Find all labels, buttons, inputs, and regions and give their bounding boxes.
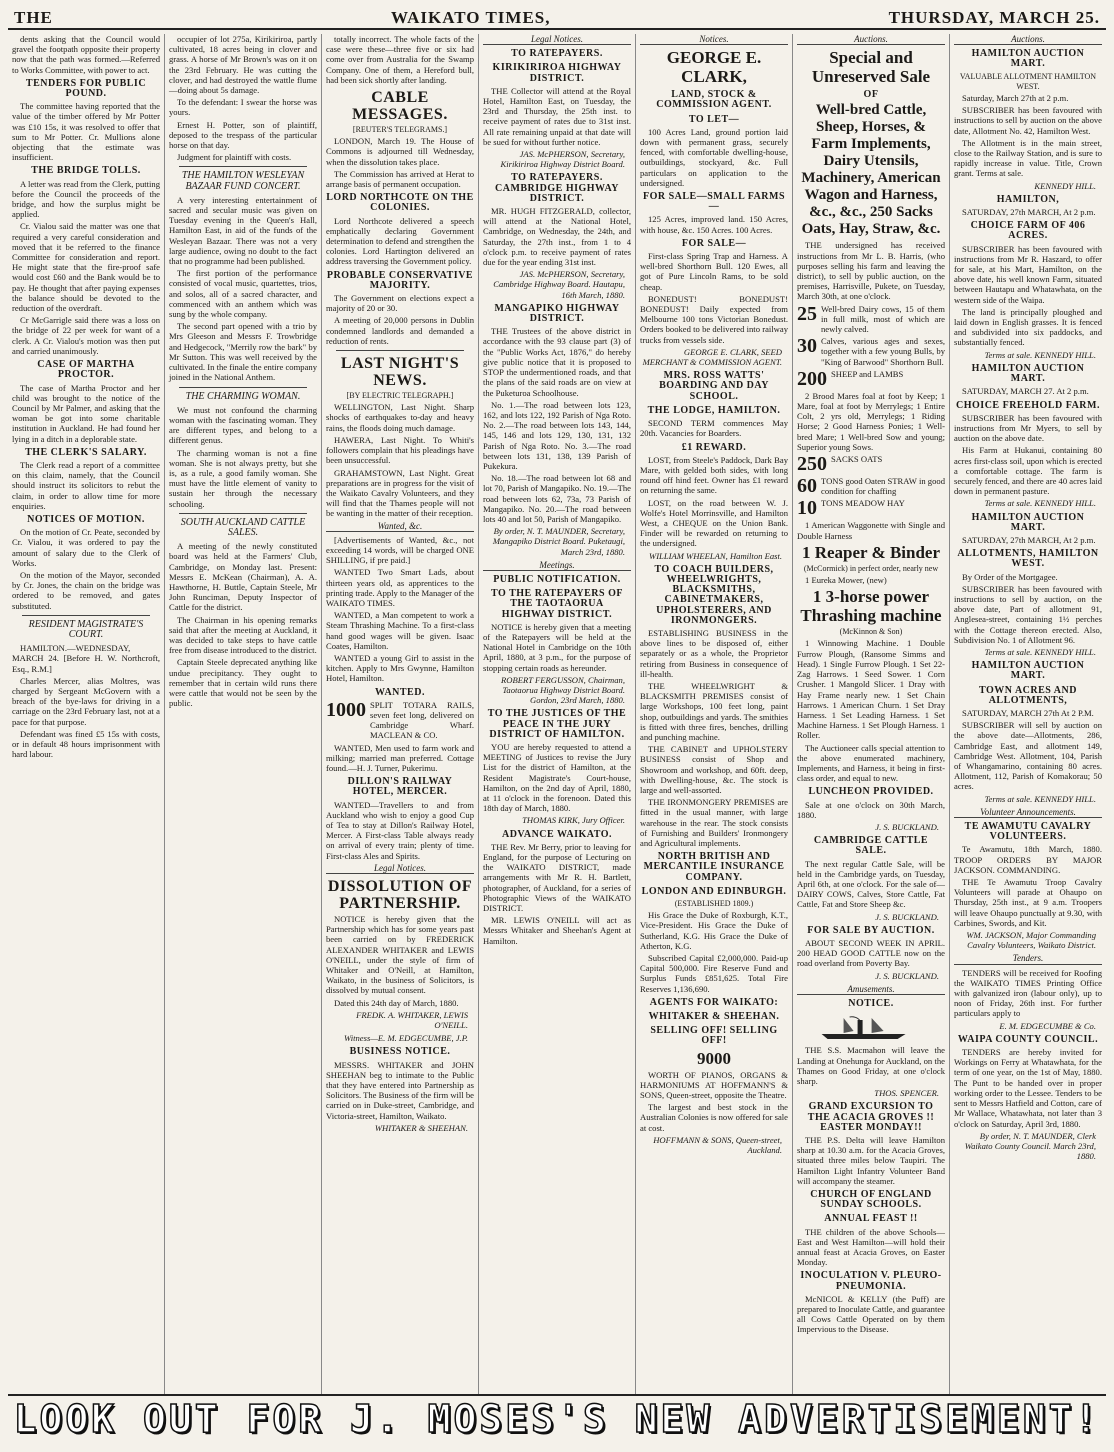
paragraph: THE Trustees of the above district in accordance with the 93 clause part (3) of the "Public Works Act, 1876," do hereby give public notice that it is proposed to STOP the undermentioned roads, and that the plans of the said roads are on view at the Puketuroa Schoolhouse. (483, 326, 631, 398)
paragraph: Dated this 24th day of March, 1880. (334, 997, 459, 1008)
section-title: Auctions. (954, 34, 1102, 45)
ad-headline: 1 3-horse power Thrashing machine (800, 587, 942, 626)
lot-text: Calves, various ages and sexes, together with a few young Bulls, by "King of Barwood" Shorthorn Bull. (821, 336, 945, 367)
heading: DILLON'S RAILWAY HOTEL, MERCER. (347, 776, 453, 798)
big-number: 9000 (697, 1048, 731, 1068)
ad-headline: 1 Reaper & Binder (801, 542, 941, 562)
heading: TE AWAMUTU CAVALRY VOLUNTEERS. (964, 821, 1092, 843)
signature: JAS. McPHERSON, Secretary, Kirikiriroa Highway District Board. (500, 149, 625, 170)
paragraph: The land is principally ploughed and laid down in English grasses. It is fenced and subdivided into six paddocks, and substantially fenced. (954, 306, 1102, 348)
paragraph: MR. LEWIS O'NEILL will act as Messrs Whitaker and Sheehan's Agent at Hamilton. (483, 915, 631, 946)
section-title: Notices. (640, 34, 788, 45)
signature: J. S. BUCKLAND. (875, 911, 939, 922)
subheading: (McCormick) in perfect order, nearly new (803, 563, 939, 573)
paragraph: HAWERA, Last Night. To Whiti's followers complain that his pleadings have been unsuccessful. (326, 434, 474, 466)
heading: FOR SALE BY AUCTION. (807, 924, 935, 936)
heading: THE CLERK'S SALARY. (25, 446, 147, 458)
ad-number: 1000 (326, 698, 366, 721)
divider (179, 513, 307, 514)
heading: THE LODGE, HAMILTON. (647, 404, 781, 416)
heading: MRS. ROSS WATTS' BOARDING AND DAY SCHOOL. (659, 370, 769, 402)
lot-number: 200 (797, 367, 827, 390)
paragraph: 2 Brood Mares foal at foot by Keep; 1 Mare, foal at foot by Merrylegs; 1 Entire Colt, 2 yrs old, Merrylegs; 1 Riding Horse; 2 Good Harness Ponies; 1 Well-bred Mare; 1 Well-bred Sow and young; Superior young Sows. (797, 390, 945, 452)
heading: HAMILTON AUCTION MART. (971, 48, 1085, 70)
subheading: VALUABLE ALLOTMENT HAMILTON WEST. (959, 71, 1097, 91)
signature: KENNEDY HILL. (1034, 180, 1096, 191)
paragraph: 1 Eureka Mower, (new) (805, 575, 887, 586)
paragraph: The Chairman in his opening remarks said that after the meeting at Auckland, it was decided to take steps to have cattle free from disease introduced to the district. (169, 614, 317, 656)
paragraph: THE children of the above Schools—East and West Hamilton—will hold their annual feast at Acacia Groves, on Easter Monday. (797, 1226, 945, 1268)
heading: WANTED. (375, 686, 425, 698)
divider (336, 350, 464, 351)
paragraph: HAMILTON.—WEDNESDAY, MARCH 24. [Before H. W. Northcroft, Esq., R.M.] (12, 643, 160, 674)
paragraph: ABOUT SECOND WEEK IN APRIL. 200 HEAD GOOD CATTLE now on the road overland from Poverty Bay. (797, 937, 945, 969)
heading: FOR SALE—SMALL FARMS— (642, 191, 786, 213)
paragraph: To the defendant: I swear the horse was yours. (169, 97, 317, 118)
signature: Terms at sale. KENNEDY HILL. (984, 793, 1096, 804)
section-title: RESIDENT MAGISTRATE'S COURT. (28, 618, 144, 640)
paragraph: 100 Acres Land, ground portion laid down with permanent grass, securely fenced, with comfortable dwelling-house, outbuildings, stockyard, &c. Full particulars on application to the undersigned. (640, 126, 788, 188)
paragraph: Saturday, March 27th at 2 p.m. (962, 93, 1069, 104)
paragraph: LOST, on the road between W. J. Wolfe's Hotel Morrinsville, and Hamilton West, a CHEQUE on the Union Bank. Finder will be rewarded on returning to the undersigned. (640, 497, 788, 549)
heading: TO RATEPAYERS. CAMBRIDGE HIGHWAY DISTRICT. (495, 172, 619, 204)
paragraph: By Order of the Mortgagee. (962, 571, 1058, 582)
heading: ANNUAL FEAST !! (824, 1213, 918, 1225)
paragraph: A meeting of the newly constituted board was held at the Farmers' Club, Cambridge, on Monday last. Present: Messrs E. McKean (Chairman), A. A. Hawthorne, H. Buttle, Captain Steele, Mr John Runciman, Deputy Inspector of Cattle for the district. (169, 541, 317, 613)
heading: TO THE JUSTICES OF THE PEACE IN THE JURY DISTRICT OF HAMILTON. (487, 708, 627, 740)
paragraph: LONDON, March 19. The House of Commons is adjourned till Wednesday, when the dissolution takes place. (326, 136, 474, 167)
paragraph: THE WHEELWRIGHT & BLACKSMITH PREMISES consist of large Workshops, 100 feet long, paint shop, outbuildings and yards. The smithies is fitted with three fires, benches, drilling and punching machine. (640, 680, 788, 742)
heading: INOCULATION V. PLEURO-PNEUMONIA. (800, 1270, 942, 1292)
heading: £1 REWARD. (681, 441, 747, 453)
paragraph: SATURDAY, MARCH 27. At 2 p.m. (962, 386, 1089, 397)
lot-text: SACKS OATS (831, 454, 883, 465)
column-3 (322, 34, 479, 1394)
paragraph: 125 Acres, improved land. 150 Acres, with house, &c. 150 Acres. 100 Acres. (640, 214, 788, 235)
paragraph: The next regular Cattle Sale, will be held in the Cambridge yards, on Tuesday, April 6th, at one o'clock. For the sale of—DAIRY COWS, Calves, Store Cattle, Fat Cattle, Fat and Store Sheep &c. (797, 858, 945, 910)
paragraph: The first portion of the performance consisted of vocal music, quartettes, trios, and solos, all of a sacred character, and commenced with an anthem which was sung by the whole company. (169, 268, 317, 320)
paragraph: SUBSCRIBER has been favoured with instructions to sell by auction, on the above date, Part of allotment 91, Anglesea-street, containing 1½ perches with the Cottage thereon erected. Also, Subdivision No. 1 of Allotment 96. (954, 583, 1102, 645)
paragraph: MR. HUGH FITZGERALD, collector, will attend at the National Hotel, Cambridge, on Wednesday, the 24th, and Saturday, the 27th inst., from 1 to 4 o'clock p.m. to receive payment of rates due for the year ending 31st inst. (483, 206, 631, 268)
paragraph: NOTICE is hereby given that the Partnership which has for some years past been carried on by FREDERICK ALEXANDER WHITAKER and LEWIS O'NEILL, under the style of firm of Whitaker and O'Neill, at Hamilton, Waikato, in the business of Solicitors, is dissolved by mutual consent. (326, 914, 474, 996)
paragraph: The Clerk read a report of a committee on this claim, namely, that the Council should instruct its solicitors to rebut the claim, in order to allow time for more enquiries. (12, 459, 160, 511)
column-5 (636, 34, 793, 1394)
paragraph: Subscribed Capital £2,000,000. Paid-up Capital 500,000. Fire Reserve Fund and Surplus Funds £851,625. Total Fire Reserves 1,136,690. (640, 953, 788, 994)
lot-number: 250 (797, 453, 827, 476)
paragraph: ESTABLISHING BUSINESS in the above lines to be disposed of, either separately or as a whole, the Proprietor retiring from Business in consequence of ill-health. (640, 627, 788, 679)
paragraph: Lord Northcote delivered a speech emphatically declaring Government determination to defend and strengthen the colonies. Lord Hartington delivered an address traversing the Government policy. (326, 215, 474, 267)
paragraph: THE Collector will attend at the Royal Hotel, Hamilton East, on Tuesday, the 23rd and Thursday, the 25th inst. to receive payment of rates due to 31st inst. All rate remaining unpaid at that date will be sued for without further notice. (483, 85, 631, 147)
ad-text: SPLIT TOTARA RAILS, seven feet long, delivered on Cambridge Wharf. MACLEAN & CO. (370, 699, 474, 741)
signature: WM. JACKSON, Major Commanding Cavalry Volunteers, Waikato District. (966, 930, 1096, 951)
signature: J. S. BUCKLAND. (875, 821, 939, 832)
paragraph: The case of Martha Proctor and her child was brought to the notice of the Council by Mr Palmer, and asking that the woman be got into some charitable institution in Auckland. He had found her lying in a ditch in a deplorable state. (12, 382, 160, 444)
lot-number: 30 (797, 335, 817, 358)
heading: CASE OF MARTHA PROCTOR. (37, 359, 135, 381)
masthead-title: WAIKATO TIMES, (391, 8, 551, 27)
signature: THOMAS KIRK, Jury Officer. (522, 815, 625, 826)
lot-text: TONS MEADOW HAY (821, 498, 905, 509)
paragraph: NOTICE is hereby given that a meeting of the Ratepayers will be held at the National Hotel in Cambridge on the 10th April, 1880, at 3 p.m., for the purpose of stopping certain roads as hereunder. (483, 621, 631, 673)
divider (179, 166, 307, 167)
paragraph: The second part opened with a trio by Mrs Gleeson and Messrs F. Trowbridge and Hedgecock, "Merrily row the bark" by Mr Sutton. This was well received by the cultivated. In the finale the entire company joined in the National Anthem. (169, 321, 317, 383)
paragraph: MESSRS. WHITAKER and JOHN SHEEHAN beg to intimate to the Public that they have entered into Partnership as Solicitors. The Business of the firm will be carried on in Duke-street, Cambridge, and Victoria-street, Hamilton, Waikato. (326, 1059, 474, 1121)
paragraph: On the motion of Cr. Peate, seconded by Cr. Vialou, it was ordered to pay the amount of salary due to the Clerk of Works. (12, 527, 160, 568)
signature: E. M. EDGECUMBE & Co. (999, 1020, 1096, 1031)
heading: CHURCH OF ENGLAND SUNDAY SCHOOLS. (810, 1189, 932, 1211)
masthead (8, 4, 1106, 30)
section-title: Legal Notices. (326, 863, 474, 874)
section-title: Tenders. (954, 953, 1102, 964)
heading: HAMILTON AUCTION MART. (971, 660, 1085, 682)
lot-text: SHEEP and LAMBS (831, 368, 904, 379)
section-title: Auctions. (797, 34, 945, 45)
paragraph: Captain Steele deprecated anything like undue precipitancy. They ought to remember that in certain wild runs there were cattle that would not be seen by the public. (169, 657, 317, 709)
paragraph: THE CABINET and UPHOLSTERY BUSINESS consist of Shop and Showroom and workshop, and 60ft. deep, with Dwelling-house, &c. The stock is large and well-assorted. (640, 744, 788, 795)
columns (8, 34, 1106, 1394)
paragraph: 1 Winnowing Machine. 1 Double Furrow Plough, (Ransome Simms and Head). 1 Single Furrow Plough. 1 Set 22-Zag Harrows. 1 Seed Sower. 1 Corn Crusher. 1 Mangold Slicer. 1 Dray with Hay Frame nearly new. 1 Set Chain Harrows. 1 American Churn. 1 Set Dray Harness. 1 Set Leading Harness. 1 Set Machine Harness. 1 Set Plough Harness. 1 Roller. (797, 638, 945, 741)
heading: WAIPA COUNTY COUNCIL. (957, 1033, 1099, 1045)
paragraph: THE Rev. Mr Berry, prior to leaving for England, for the purpose of Lecturing on the WAIKATO DISTRICT, made arrangements with Mr R. H. Bartlett, photographer, of Auckland, for a series of Photographic Views of the WAIKATO DISTRICT. (483, 841, 631, 914)
heading: TOWN ACRES AND ALLOTMENTS, (979, 684, 1077, 706)
heading: AGENTS FOR WAIKATO: (649, 996, 779, 1008)
paragraph: THE undersigned has received instructions from Mr L. B. Harris, (who purposes selling his farm and leaving the district), to sell by public auction, on the premises, Harrisville, Pukete, on Tuesday, March 30th, at one o'clock. (797, 240, 945, 302)
signature: THOS. SPENCER. (874, 1088, 939, 1099)
paragraph: THE Te Awamutu Troop Cavalry Volunteers will parade at Ohaupo on Thursday, 25th inst., at 9 a.m. Troopers will leave Ohaupo punctually at 9.30, with Carbines, Swords, and Kit. (954, 877, 1102, 928)
paragraph: Ernest H. Potter, son of plaintiff, deposed to the trespass of the particular horse on that day. (169, 119, 317, 151)
lot-line (797, 476, 945, 496)
signature: J. S. BUCKLAND. (875, 970, 939, 981)
heading: CAMBRIDGE CATTLE SALE. (813, 835, 929, 857)
paragraph: YOU are hereby requested to attend a MEETING of Justices to revise the Jury List for the district of Hamilton, at the Resident Magistrate's Court-house, Hamilton, on the 2nd day of April, 1880, at 11 o'clock in the forenoon. Dated this 18th day of March, 1880. (483, 742, 631, 814)
subheading: (ESTABLISHED 1809.) (674, 899, 754, 909)
paragraph: Judgment for plaintiff with costs. (177, 152, 292, 163)
classified-ad: WANTED a young Girl to assist in the kitchen. Apply to Mrs Gwynne, Hamilton Hotel, Hamilton. (326, 652, 474, 684)
paragraph: Cr McGarrigle said there was a loss on the bridge of 22 per week for want of a clerk. A Cr. Vialou's motion was then put and carried unanimously. (12, 315, 160, 356)
lot-text: Well-bred Dairy cows, 15 of them in full milk, most of which are newly calved. (821, 303, 945, 335)
signature: Terms at sale. KENNEDY HILL. (984, 646, 1096, 657)
paragraph: THE S.S. Macmahon will leave the Landing at Onehunga for Auckland, on the Thames on Good Friday, at one o'clock sharp. (797, 1045, 945, 1086)
section-title: THE HAMILTON WESLEYAN BAZAAR FUND CONCERT. (181, 170, 305, 192)
section-title: Wanted, &c. (326, 521, 474, 532)
paragraph: His Grace the Duke of Roxburgh, K.T., Vice-President. His Grace the Duke of Sutherland, K.G. His Grace the Duke of Atherton, K.G. (640, 910, 788, 951)
lot-line (797, 498, 945, 518)
lot-number: 25 (797, 302, 817, 325)
paragraph: The Auctioneer calls special attention to the above enumerated machinery, Implements, and Harness, it being in first-class order, and equal to new. (797, 742, 945, 784)
section-title: Legal Notices. (483, 34, 631, 45)
paragraph: The Allotment is in the main street, close to the Railway Station, and is sure to rapidly increase in value. Title, Crown grant. Terms at sale. (954, 137, 1102, 179)
paragraph: totally incorrect. The whole facts of the case were these—three five or six had come over from Australia for the Swamp Company. One of them, a Hereford bull, had been sick shortly after landing. (326, 34, 474, 85)
signature: Terms at sale. KENNEDY HILL. (984, 498, 1096, 509)
signature: Witness—E. M. EDGECUMBE, J.P. (344, 1033, 468, 1044)
divider (22, 615, 150, 616)
paragraph: No. 18.—The road between lot 68 and lot 70, Parish of Mangapiko. No. 19.—The road between lots 62, 73a, 73 Parish of Mangapiko. No. 20.—The road between lots 40 and lot 50, Parish of Mangapiko. (483, 473, 631, 524)
heading: DISSOLUTION OF PARTNERSHIP. (327, 878, 473, 913)
signature: ROBERT FERGUSSON, Chairman, Taotaorua Highway District Board. Gordon, 23rd March, 1880. (501, 674, 625, 706)
heading: NORTH BRITISH AND MERCANTILE INSURANCE COMPANY. (643, 851, 785, 883)
lot-line (797, 454, 945, 474)
section-title: SOUTH AUCKLAND CATTLE SALES. (180, 516, 306, 538)
footer-banner (8, 1394, 1106, 1442)
divider (179, 387, 307, 388)
paragraph: GRAHAMSTOWN, Last Night. Great preparations are in progress for the visit of the Waikato Cavalry Volunteers, and they will find that the Thames people will not be wanting in the matter of their reception. (326, 467, 474, 519)
paragraph: Te Awamutu, 18th March, 1880. TROOP ORDERS BY MAJOR JACKSON. COMMANDING. (954, 844, 1102, 875)
column-1 (8, 34, 165, 1394)
signature: By order, N. T. MAUNDER, Secretary, Mangapiko District Board. Puketaugi, March 23rd, 1880. (492, 526, 625, 557)
lot-number: 10 (797, 497, 817, 520)
heading: LONDON AND EDINBURGH. (641, 885, 787, 897)
heading: ALLOTMENTS, HAMILTON WEST. (957, 548, 1099, 570)
newspaper-page (8, 4, 1106, 1448)
paragraph: SUBSCRIBER has been favoured with instructions from Mr Myers, to sell by auction on the above date. (954, 412, 1102, 444)
signature: WILLIAM WHEELAN, Hamilton East. (649, 550, 782, 561)
paragraph: Charles Mercer, alias Moltres, was charged by Sergeant McGovern with a breach of the bye-laws for driving in a carriage on the 23rd February last, not at a pace for that purpose. (12, 675, 160, 727)
heading: NOTICES OF MOTION. (27, 513, 145, 525)
heading: OF (863, 89, 879, 101)
paragraph: We must not confound the charming woman with the fascinating woman. They are different types, and belong to a different genus. (169, 404, 317, 446)
lot-line (797, 369, 945, 389)
paragraph: Cr. Vialou said the matter was one that required a very careful consideration and moved that it be referred to the finance Committee for consideration and report. He might state that the fire-proof safe would cost £60 and the Bank would be to pay. He thought that after paying expenses the balance should be devoted to the reduction of the overdraft. (12, 221, 160, 314)
ad-headline: Well-bred Cattle, Sheep, Horses, & Farm Implements, Dairy Utensils, Machinery, American Wagon and Harness, &c., &c., 250 Sacks Oats, Hay, Straw, &c. (801, 102, 941, 238)
heading: PROBABLE CONSERVATIVE MAJORITY. (326, 269, 474, 291)
paragraph: On the motion of the Mayor, seconded by Cr. Jones, the chain on the bridge was ordered to be removed, and gates substituted. (12, 569, 160, 611)
paragraph: [Advertisements of Wanted, &c., not exceeding 14 words, will be charged ONE SHILLING, if pre paid.] (326, 534, 474, 566)
masthead-left: THE (14, 8, 53, 27)
heading: CHOICE FARM OF 406 ACRES. (970, 220, 1086, 242)
paragraph: A very interesting entertainment of sacred and secular music was given on Tuesday evening in the Queen's Hall, Hamilton East, in aid of the funds of the Wesleyan Bazaar. There was not a very large audience, owing no doubt to the fact that no programme had been published. (169, 194, 317, 267)
paragraph: No. 1.—The road between lots 123, 162, and lots 122, 192 Parish of Nga Roto. No. 2.—The road between lots 143, 144, 145, 146 and lots 129, 130, 131, 132 Parish of Nga Roto. No. 3.—The road between lots 131, 138, 139 Parish of Pukekura. (483, 399, 631, 471)
paragraph: occupier of lot 275a, Kirikiriroa, partly cultivated, 18 acres being in clover and grass. A horse of Mr Brown's was on it on the 23rd February. He was cutting the clover, and had destroyed the wattle flume—doing about 5s damage. (169, 34, 317, 96)
paragraph: The largest and best stock in the Australian Colonies is now offered for sale at cost. (640, 1102, 788, 1133)
heading: TENDERS FOR PUBLIC POUND. (25, 77, 147, 100)
signature: GEORGE E. CLARK, SEED MERCHANT & COMMISSION AGENT. (642, 346, 782, 368)
paragraph: 1 American Waggonette with Single and Double Harness (797, 520, 945, 541)
heading: THE BRIDGE TOLLS. (31, 165, 141, 177)
paragraph: SUBSCRIBER has been favoured with instructions to sell by auction on the above date, Allotment No. 42, Hamilton West. (954, 105, 1102, 136)
paragraph: First-class Spring Trap and Harness. A well-bred Shorthorn Bull. 120 Ewes, all got of Pure Lincoln Rams, to be sold cheap. (640, 251, 788, 292)
signature: JAS. McPHERSON, Secretary, Cambridge Highway Board. Hautapu, 16th March, 1880. (493, 269, 625, 300)
heading: MANGAPIKO HIGHWAY DISTRICT. (494, 302, 620, 325)
paragraph: His Farm at Hukanui, containing 80 acres first-class soil, upon which is erected a comfortable cottage. The farm is securely fenced, and there are 40 acres laid down in permanent pasture. (954, 445, 1102, 497)
heading: SELLING OFF! SELLING OFF! (650, 1025, 778, 1047)
signature: By order, N. T. MAUNDER, Clerk Waikato County Council. March 23rd, 1880. (964, 1130, 1096, 1162)
heading: CABLE MESSAGES. (352, 89, 448, 124)
heading: LAND, STOCK & COMMISSION AGENT. (656, 89, 772, 111)
paragraph: Defendant was fined £5 15s with costs, or in default 48 hours imprisonment with hard labour. (12, 728, 160, 760)
classified-ad: WANTED Two Smart Lads, about thirteen years old, as apprentices to the printing trade. Apply to the Manager of the WAIKATO TIMES. (326, 567, 474, 608)
paragraph: WELLINGTON, Last Night. Sharp shocks of earthquakes to-day and heavy rains, the floods doing much damage. (326, 402, 474, 433)
paragraph: SATURDAY, MARCH 27th At 2 P.M. (962, 707, 1094, 718)
heading: ADVANCE WAIKATO. (501, 828, 613, 840)
classified-ad: WANTED, Men used to farm work and milking; married man preferred. Cottage found.—H. J. Turner, Pukerimu. (326, 742, 474, 773)
paragraph: The Commission has arrived at Herat to arrange basis of permanent occupation. (326, 168, 474, 190)
subheading: [BY ELECTRIC TELEGRAPH.] (346, 391, 454, 401)
paragraph: TENDERS will be received for Roofing the WAIKATO TIMES Printing Office with galvanized iron (labour only), up to noon of Friday, 26th inst. For further particulars apply to (954, 967, 1102, 1019)
column-7 (950, 34, 1106, 1394)
paragraph: Sale at one o'clock on 30th March, 1880. (797, 799, 945, 820)
paragraph: dents asking that the Council would gravel the footpath opposite their property now that the path was formed.—Referred to Works Committee, with power to act. (12, 34, 160, 75)
advertiser-name: GEORGE E. CLARK, (666, 48, 762, 87)
signature: Terms at sale. KENNEDY HILL. (984, 349, 1096, 360)
heading: WHITAKER & SHEEHAN. (648, 1011, 780, 1023)
paragraph: A meeting of 20,000 persons in Dublin condemned landlords and demanded a reduction of rents. (326, 315, 474, 346)
classified-ad (326, 700, 474, 741)
section-title: Meetings. (483, 560, 631, 571)
column-4 (479, 34, 636, 1394)
masthead-date: THURSDAY, MARCH 25. (888, 8, 1100, 27)
classified-ad: WANTED—Travellers to and from Auckland who wish to enjoy a good Cup of Tea to stay at Dillon's Railway Hotel, Mercer. A First-class Table always ready on arrival of every train; plenty of time. First-class Ales and Spirits. (326, 799, 474, 861)
heading: FOR SALE— (681, 237, 747, 249)
paragraph: SATURDAY, 27th MARCH, At 2 p.m. (962, 534, 1096, 545)
paragraph: The committee having reported that the value of the timber offered by Mr Potter was £10 15s, it was resolved to offer that sum to Mr Potter. Cr. Mullions alone objecting that the estimate was insufficient. (12, 101, 160, 163)
heading: HAMILTON AUCTION MART. (971, 362, 1085, 385)
paragraph: SUBSCRIBER has been favoured with instructions from Mr R. Haszard, to offer for sale, at his Mart, Hamilton, on the above date, his well known Farm, situated between Hautapu and Whatawhata, on the western side of the Waipa. (954, 243, 1102, 305)
heading: KIRIKIRIROA HIGHWAY DISTRICT. (492, 62, 622, 84)
paragraph: WORTH OF PIANOS, ORGANS & HARMONIUMS AT HOFFMANN'S & SONS, Queen-street, opposite the Theatre. (640, 1069, 788, 1101)
paragraph: The charming woman is not a fine woman. She is not always pretty, but she is, as a rule, a good family woman. She must have the little element of vanity to sustain her through the necessary schooling. (169, 447, 317, 509)
heading: GRAND EXCURSION TO THE ACACIA GROVES !! EASTER MONDAY!! (807, 1101, 935, 1133)
heading: TO LET— (688, 113, 740, 125)
lot-text: TONS good Oaten STRAW in good condition for chaffing (821, 476, 945, 497)
signature: HOFFMANN & SONS, Queen-street, Auckland. (653, 1134, 782, 1156)
heading: PUBLIC NOTIFICATION. (493, 573, 621, 585)
paragraph: THE P.S. Delta will leave Hamilton sharp at 10.30 a.m. for the Acacia Groves, situated three miles below Taupiri. The Hamilton Light Infantry Volunteer Band will accompany the steamer. (797, 1135, 945, 1186)
paragraph: BONEDUST! BONEDUST! BONEDUST! Daily expected from Melbourne 100 tons Victorian Bonedust. Orders booked to be delivered into railway trucks from vessels side. (640, 293, 788, 345)
heading: NOTICE. (848, 997, 894, 1009)
lot-line (797, 304, 945, 335)
lot-number: 60 (797, 475, 817, 498)
subheading: [REUTER'S TELEGRAMS.] (352, 125, 448, 135)
heading: TO THE RATEPAYERS OF THE TAOTAORUA HIGHWAY DISTRICT. (491, 588, 623, 620)
paragraph: The Government on elections expect a majority of 20 or 30. (326, 293, 474, 314)
column-2 (165, 34, 322, 1394)
paragraph: A letter was read from the Clerk, putting before the Council the proceeds of the bridge, and how the surplus might be applied. (12, 178, 160, 220)
section-title: THE CHARMING WOMAN. (185, 390, 301, 402)
ad-headline: Special and Unreserved Sale (811, 48, 931, 87)
footer-advertisement: LOOK OUT FOR J. MOSES'S NEW ADVERTISEMENT! (13, 1397, 1101, 1441)
paragraph: SATURDAY, 27th MARCH, At 2 p.m. (962, 207, 1096, 218)
paragraph: McNICOL & KELLY (the Puff) are prepared to Inoculate Cattle, and guarantee all Cows Cattle Operated on by them Impervious to the Disease. (797, 1293, 945, 1335)
section-title: Amusements. (797, 984, 945, 995)
paragraph: SECOND TERM commences May 20th. Vacancies for Boarders. (640, 418, 788, 439)
paragraph: SUBSCRIBER will sell by auction on the above date—Allotments, 286, Cambridge East, and allotment 149, Cambridge West. Allotment, 104, Parish of Whangamarino, containing 80 acres. Allotment, 112, Parish of Komakorau; 50 acres. (954, 720, 1102, 792)
subheading: (McKinnon & Son) (839, 627, 903, 637)
heading: LUNCHEON PROVIDED. (808, 786, 934, 798)
heading: BUSINESS NOTICE. (349, 1046, 451, 1058)
heading: LORD NORTHCOTE ON THE COLONIES. (326, 192, 474, 214)
signature: WHITAKER & SHEEHAN. (374, 1122, 468, 1133)
heading: CHOICE FREEHOLD FARM. (956, 399, 1100, 411)
heading: TO RATEPAYERS. (511, 48, 603, 60)
heading: HAMILTON AUCTION MART. (971, 511, 1085, 533)
steamer-icon (797, 1014, 930, 1040)
heading: HAMILTON, (996, 193, 1060, 205)
classified-ad: WANTED, a Man competent to work a Steam Thrashing Machine. To a first-class hand good wages will be given. Isaac Coates, Hamilton. (326, 610, 474, 651)
lot-line (797, 336, 945, 367)
heading: LAST NIGHT'S NEWS. (340, 355, 460, 390)
column-6 (793, 34, 950, 1394)
heading: TO COACH BUILDERS, WHEELWRIGHTS, BLACKSMITHS, CABINETMAKERS, UPHOLSTERERS, AND IRONMONGERS. (654, 563, 774, 626)
section-title: Volunteer Announcements. (954, 807, 1102, 818)
paragraph: TENDERS are hereby invited for Workings on Ferry at Whatawhata, for the term of one year, on the 1st of May, 1880. The Punt to be handed over in proper working order to the Lessee. Tenders to be sent to Messrs Hatfield and Cotton, care of Mr Wallace, Whatawhata, not later than 3 o'clock on Saturday, April 3rd, 1880. (954, 1047, 1102, 1129)
paragraph: LOST, from Steele's Paddock, Dark Bay Mare, with gelded both sides, with long round off hind feet. Owner has £1 reward on returning the same. (640, 454, 788, 496)
paragraph: THE IRONMONGERY PREMISES are fitted in the usual manner, with large warehouse in the rear. The stock consists of Furnishing and Builders' Ironmongery and Agricultural implements. (640, 797, 788, 849)
signature: FREDK. A. WHITAKER, LEWIS O'NEILL. (356, 1009, 468, 1031)
